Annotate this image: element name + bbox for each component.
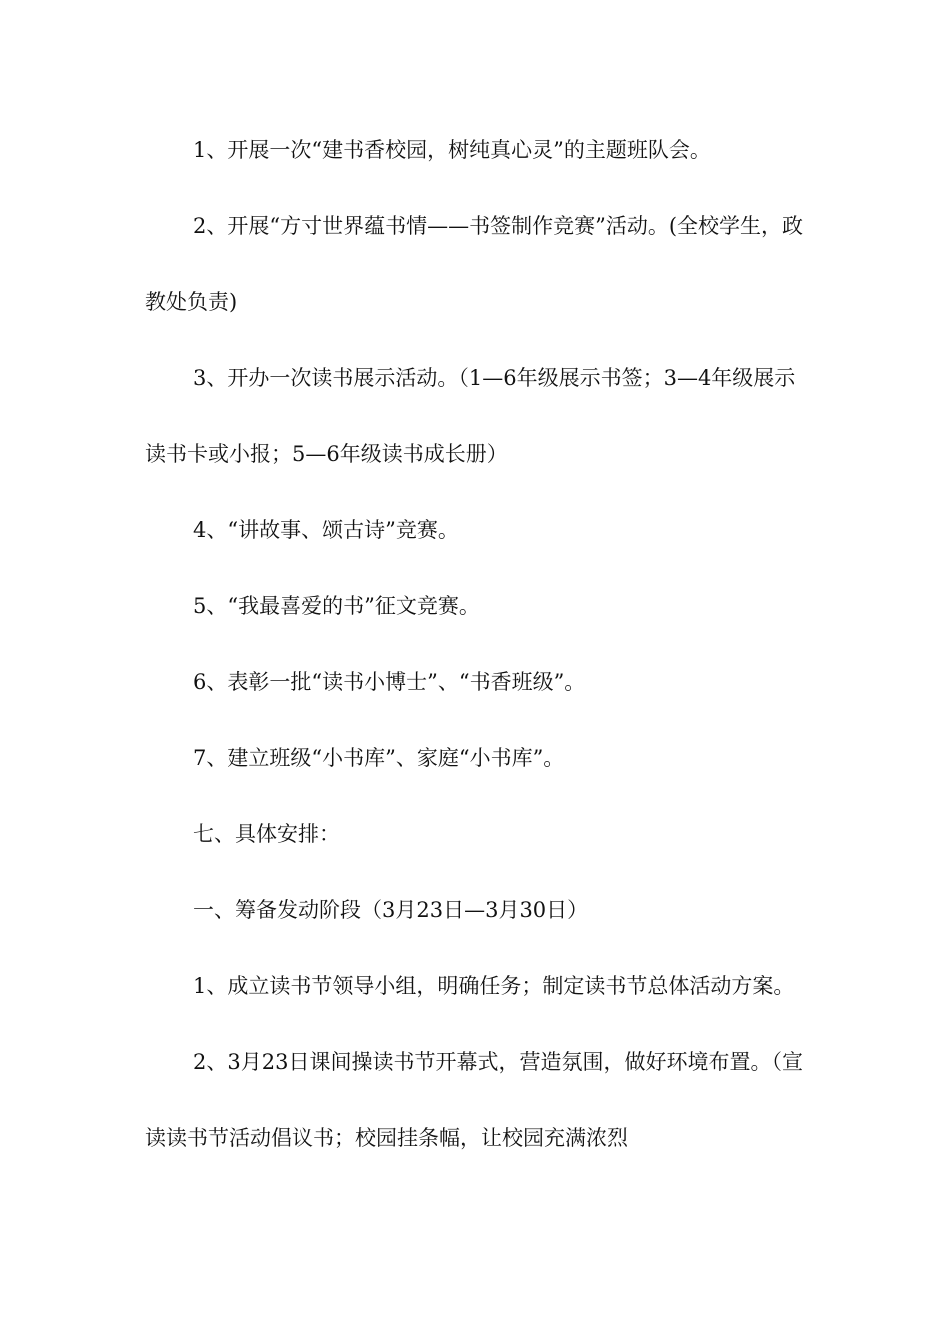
paragraph-activity-2: 2、开展“方寸世界蕴书情——书签制作竞赛”活动。(全校学生，政教处负责) bbox=[145, 214, 804, 314]
paragraph-activity-6: 6、表彰一批“读书小博士”、“书香班级”。 bbox=[193, 670, 586, 694]
paragraph-activity-4: 4、“讲故事、颂古诗”竞赛。 bbox=[193, 518, 459, 542]
paragraph-preparation-2: 2、3月23日课间操读书节开幕式，营造氛围，做好环境布置。（宣读读书节活动倡议书；校园挂条幅，让校园充满浓烈 bbox=[145, 1050, 803, 1150]
subsection-heading-preparation: 一、筹备发动阶段（3月23日—3月30日） bbox=[193, 898, 589, 922]
paragraph-activity-5: 5、“我最喜爱的书”征文竞赛。 bbox=[193, 594, 480, 618]
paragraph-activity-1: 1、开展一次“建书香校园，树纯真心灵”的主题班队会。 bbox=[193, 138, 711, 162]
section-heading-schedule: 七、具体安排： bbox=[193, 822, 340, 846]
document-body bbox=[145, 112, 810, 1176]
paragraph-activity-3: 3、开办一次读书展示活动。（1—6年级展示书签；3—4年级展示读书卡或小报；5—6年级读书成长册） bbox=[145, 366, 796, 466]
paragraph-activity-7: 7、建立班级“小书库”、家庭“小书库”。 bbox=[193, 746, 565, 770]
paragraph-preparation-1: 1、成立读书节领导小组，明确任务；制定读书节总体活动方案。 bbox=[193, 974, 795, 998]
